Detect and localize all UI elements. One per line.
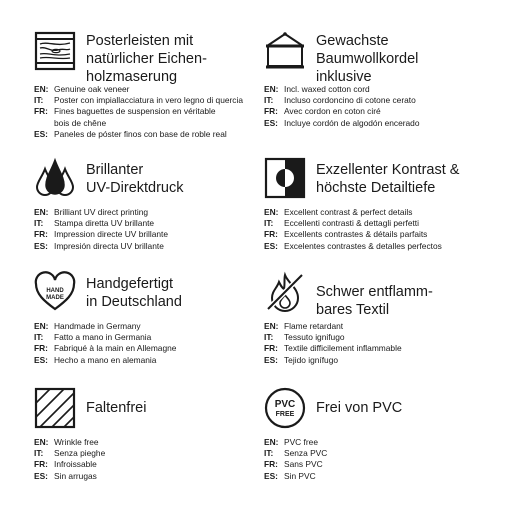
lang-code: IT: xyxy=(264,218,274,229)
lang-code: FR: xyxy=(34,343,48,354)
lang-code: ES: xyxy=(34,240,48,251)
lang-code: FR: xyxy=(34,229,48,240)
title-line: Schwer entflamm- xyxy=(316,284,433,300)
translation-row xyxy=(34,459,279,470)
translation-list xyxy=(34,84,279,140)
translation-text: Eccellenti contrasti & dettagli perfetti xyxy=(284,218,419,229)
feature-title xyxy=(86,161,276,197)
translation-list xyxy=(34,437,279,482)
translation-row xyxy=(264,321,509,332)
lang-code: EN: xyxy=(34,207,49,217)
translation-text: Fatto a mano in Germania xyxy=(54,332,152,343)
no-flame-icon xyxy=(264,271,306,313)
icon-label: PVC xyxy=(274,399,296,410)
title-line: Handgefertigt xyxy=(86,276,174,292)
title-line: Posterleisten mit xyxy=(86,33,194,49)
title-line: in Deutschland xyxy=(86,294,182,310)
translation-text: Sin PVC xyxy=(284,470,316,481)
translation-text: Tessuto ignifugo xyxy=(284,332,345,343)
translation-text: Excellents contrastes & détails parfaits xyxy=(284,229,428,240)
contrast-icon xyxy=(264,157,306,199)
translation-text: Impression directe UV brillante xyxy=(54,229,169,240)
lang-code: FR: xyxy=(264,106,278,117)
translation-row xyxy=(264,218,509,229)
lang-code: ES: xyxy=(34,128,48,139)
translation-list xyxy=(264,321,509,366)
translation-list xyxy=(264,84,509,129)
lang-code: ES: xyxy=(264,354,278,365)
lang-code: EN: xyxy=(34,437,49,447)
translation-row xyxy=(34,332,279,343)
lang-code: EN: xyxy=(264,84,279,94)
translation-text: Fabriqué à la main en Allemagne xyxy=(54,343,177,354)
translation-row xyxy=(264,95,509,106)
hanging-poster-icon xyxy=(264,30,306,72)
translation-text: Paneles de póster finos con base de roble real xyxy=(54,128,227,139)
icon-label: FREE xyxy=(275,411,295,418)
title-line: holzmaserung xyxy=(86,69,178,85)
lang-code: FR: xyxy=(34,459,48,470)
translation-row xyxy=(34,241,279,252)
translation-continuation: bois de chêne xyxy=(54,117,107,128)
lang-code: ES: xyxy=(264,240,278,251)
title-line: Faltenfrei xyxy=(86,400,147,416)
lang-code: IT: xyxy=(34,332,44,343)
lang-code: FR: xyxy=(264,229,278,240)
translation-text: Infroissable xyxy=(54,459,97,470)
lang-code: EN: xyxy=(264,207,279,217)
translation-row xyxy=(34,129,279,140)
translation-row xyxy=(264,207,509,218)
translation-row xyxy=(34,355,279,366)
translation-text: Avec cordon en coton ciré xyxy=(284,106,381,117)
translation-text: Flame retardant xyxy=(284,321,344,331)
lang-code: FR: xyxy=(264,459,278,470)
translation-row xyxy=(34,218,279,229)
translation-text: Incl. waxed cotton cord xyxy=(284,84,370,94)
translation-row xyxy=(264,459,509,470)
translation-row xyxy=(264,229,509,240)
title-line: Frei von PVC xyxy=(316,400,403,416)
wrinkle-free-icon xyxy=(34,387,76,429)
feature-title xyxy=(316,161,506,197)
translation-text: Wrinkle free xyxy=(54,437,99,447)
translation-list xyxy=(264,207,509,252)
translation-row xyxy=(34,437,279,448)
lang-code: IT: xyxy=(264,448,274,459)
lang-code: IT: xyxy=(34,448,44,459)
title-line: Brillanter xyxy=(86,162,144,178)
feature-title xyxy=(86,275,276,311)
lang-code: ES: xyxy=(264,470,278,481)
translation-row xyxy=(34,207,279,218)
lang-code: FR: xyxy=(264,343,278,354)
icon-label: HAND xyxy=(46,288,64,294)
translation-row xyxy=(34,84,279,95)
title-line: UV-Direktdruck xyxy=(86,180,184,196)
wood-grain-icon xyxy=(34,30,76,72)
feature-title xyxy=(86,399,276,417)
lang-code: ES: xyxy=(34,354,48,365)
translation-row xyxy=(264,84,509,95)
title-line: natürlicher Eichen- xyxy=(86,51,207,67)
translation-row xyxy=(264,118,509,129)
translation-row xyxy=(264,355,509,366)
feature-title xyxy=(316,399,506,417)
translation-text: Handmade in Germany xyxy=(54,321,141,331)
translation-row xyxy=(264,471,509,482)
translation-text: Incluye cordón de algodón encerado xyxy=(284,117,420,128)
translation-text: Hecho a mano en alemania xyxy=(54,354,157,365)
translation-row xyxy=(34,343,279,354)
feature-title xyxy=(86,32,276,86)
translation-text: Genuine oak veneer xyxy=(54,84,130,94)
translation-text: Senza PVC xyxy=(284,448,328,459)
lang-code: IT: xyxy=(34,218,44,229)
translation-row xyxy=(34,448,279,459)
translation-row xyxy=(264,106,509,117)
translation-row xyxy=(34,321,279,332)
translation-row xyxy=(264,343,509,354)
lang-code: EN: xyxy=(264,437,279,447)
translation-row xyxy=(264,448,509,459)
lang-code: ES: xyxy=(264,117,278,128)
translation-text: PVC free xyxy=(284,437,318,447)
lang-code: EN: xyxy=(34,84,49,94)
translation-text: Textile difficilement inflammable xyxy=(284,343,402,354)
translation-row xyxy=(34,106,279,117)
lang-code: FR: xyxy=(34,106,48,117)
translation-row xyxy=(264,241,509,252)
lang-code: IT: xyxy=(264,332,274,343)
title-line: Gewachste xyxy=(316,33,389,49)
feature-title xyxy=(316,283,506,319)
translation-text: Sans PVC xyxy=(284,459,323,470)
translation-text: Tejido ignífugo xyxy=(284,354,339,365)
translation-row xyxy=(34,471,279,482)
lang-code: EN: xyxy=(34,321,49,331)
translation-row xyxy=(264,437,509,448)
translation-list xyxy=(34,321,279,366)
translation-text: Poster con impiallacciatura in vero legno di quercia xyxy=(54,95,244,106)
translation-text: Excellent contrast & perfect details xyxy=(284,207,413,217)
translation-text: Impresión directa UV brillante xyxy=(54,240,164,251)
translation-text: Excelentes contrastes & detalles perfectos xyxy=(284,240,442,251)
title-line: Baumwollkordel xyxy=(316,51,419,67)
feature-title xyxy=(316,32,506,86)
title-line: inklusive xyxy=(316,69,372,85)
title-line: Exzellenter Kontrast & xyxy=(316,162,460,178)
translation-row xyxy=(34,229,279,240)
translation-list xyxy=(264,437,509,482)
lang-code: ES: xyxy=(34,470,48,481)
translation-list xyxy=(34,207,279,252)
handmade-heart-icon xyxy=(34,271,76,313)
icon-label: MADE xyxy=(46,295,64,301)
translation-text: Incluso cordoncino di cotone cerato xyxy=(284,95,416,106)
lang-code: IT: xyxy=(34,95,44,106)
title-line: höchste Detailtiefe xyxy=(316,180,436,196)
ink-drops-icon xyxy=(34,157,76,199)
translation-text: Fines baguettes de suspension en véritable xyxy=(54,106,216,117)
pvc-free-icon xyxy=(264,387,306,429)
lang-code: IT: xyxy=(264,95,274,106)
translation-text: Senza pieghe xyxy=(54,448,106,459)
translation-text: Stampa diretta UV brillante xyxy=(54,218,155,229)
title-line: bares Textil xyxy=(316,302,390,318)
lang-code: EN: xyxy=(264,321,279,331)
translation-text: Sin arrugas xyxy=(54,470,97,481)
translation-row xyxy=(264,332,509,343)
translation-row xyxy=(34,95,279,106)
translation-text: Brilliant UV direct printing xyxy=(54,207,149,217)
